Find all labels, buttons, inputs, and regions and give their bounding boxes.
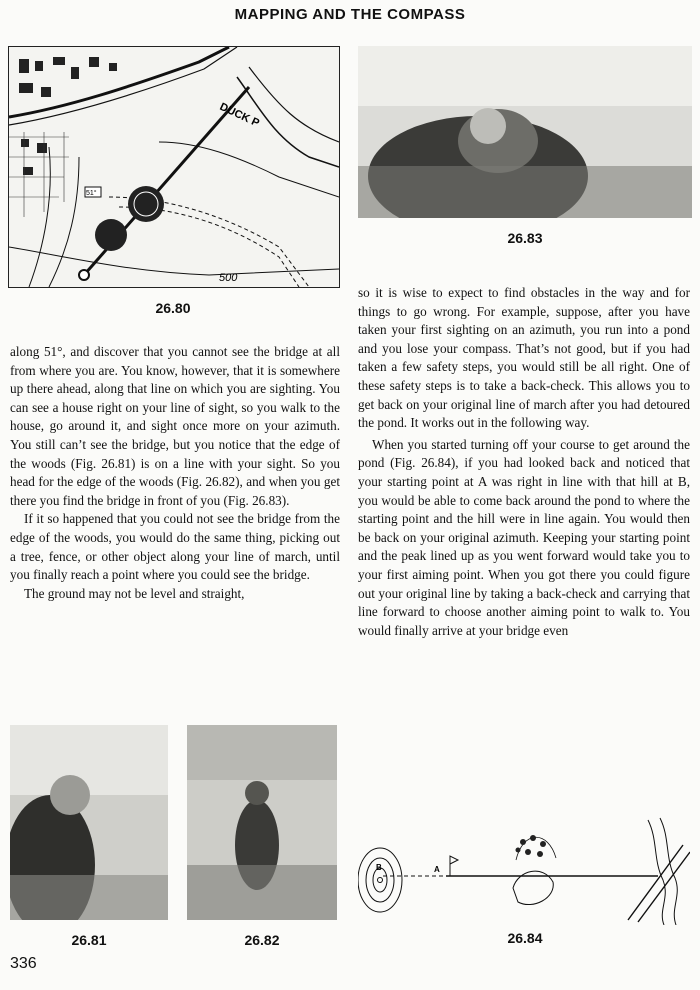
right-column-text	[358, 284, 690, 640]
figure-26-84-diagram	[358, 800, 690, 925]
figure-26-82-photo	[187, 725, 337, 920]
left-column-text	[10, 343, 340, 603]
right-paragraph-1: so it is wise to expect to find obstacles in the way and for things to go wrong. For example, suppose, after you have taken your first sighting on an azimuth, you run into a pond and you lose your compass. That’s not good, but if you had taken a few safety steps, you would still be all right. One of these safety steps is to take a back-check. This allows you to get back on your original line of march after you had detoured the pond. It works out in the following way.	[358, 285, 690, 431]
photo-illustration	[187, 725, 337, 920]
right-paragraph-2: When you started turning off your course to get around the pond (Fig. 26.84), if you had looked back and noticed that your starting point at A was right in line with that hill at B, you would be able to come back around the pond to where the starting point and the hill were in line again. You would then be back on your original azimuth. Keeping your starting point and the peak lined up as you went forward would take you to your first aiming point. When you got there you could figure out your original line by taking a back-check and carrying that line forward to choose another aiming point to walk to. You would finally arrive at your bridge even	[358, 436, 690, 638]
photo-illustration	[10, 725, 168, 920]
label-b: B	[376, 863, 382, 872]
figure-26-80-map	[8, 46, 340, 288]
caption-26-83: 26.83	[507, 230, 543, 246]
map-place-label: DUCK P	[217, 100, 262, 130]
caption-26-81: 26.81	[71, 932, 107, 948]
figure-26-83-photo	[358, 46, 692, 218]
map-contour-label: 500	[219, 272, 238, 284]
figure-26-81-photo	[10, 725, 168, 920]
page-number: 336	[10, 955, 37, 972]
left-paragraph-1: along 51°, and discover that you cannot see the bridge at all from where you are. You know, however, that it is somewhere up there ahead, along that line on which you are sighting. You can see a house right on your line of sight, so you walk to the house, go around it, and sight once more on your azimuth. You still can’t see the bridge, but you notice that the edge of the woods (Fig. 26.81) is on a line with your sight. So you head for the edge of the woods (Fig. 26.82), and when you get there you find the bridge in front of you (Fig. 26.83).	[10, 344, 340, 508]
left-paragraph-3: The ground may not be level and straight,	[24, 585, 245, 601]
map-road-label: 51°	[86, 190, 97, 197]
backcheck-diagram	[358, 800, 690, 925]
left-paragraph-2: If it so happened that you could not see the bridge from the edge of the woods, you would do the same thing, picking out a tree, fence, or other object along your line of march, until you finally reach a point where you could see the bridge.	[10, 511, 340, 583]
photo-illustration	[358, 46, 692, 218]
caption-26-80: 26.80	[155, 300, 191, 316]
map-illustration	[9, 47, 339, 287]
caption-26-82: 26.82	[244, 932, 280, 948]
caption-26-84: 26.84	[507, 930, 543, 946]
running-header: MAPPING AND THE COMPASS	[234, 6, 466, 23]
label-a: A	[434, 865, 440, 874]
